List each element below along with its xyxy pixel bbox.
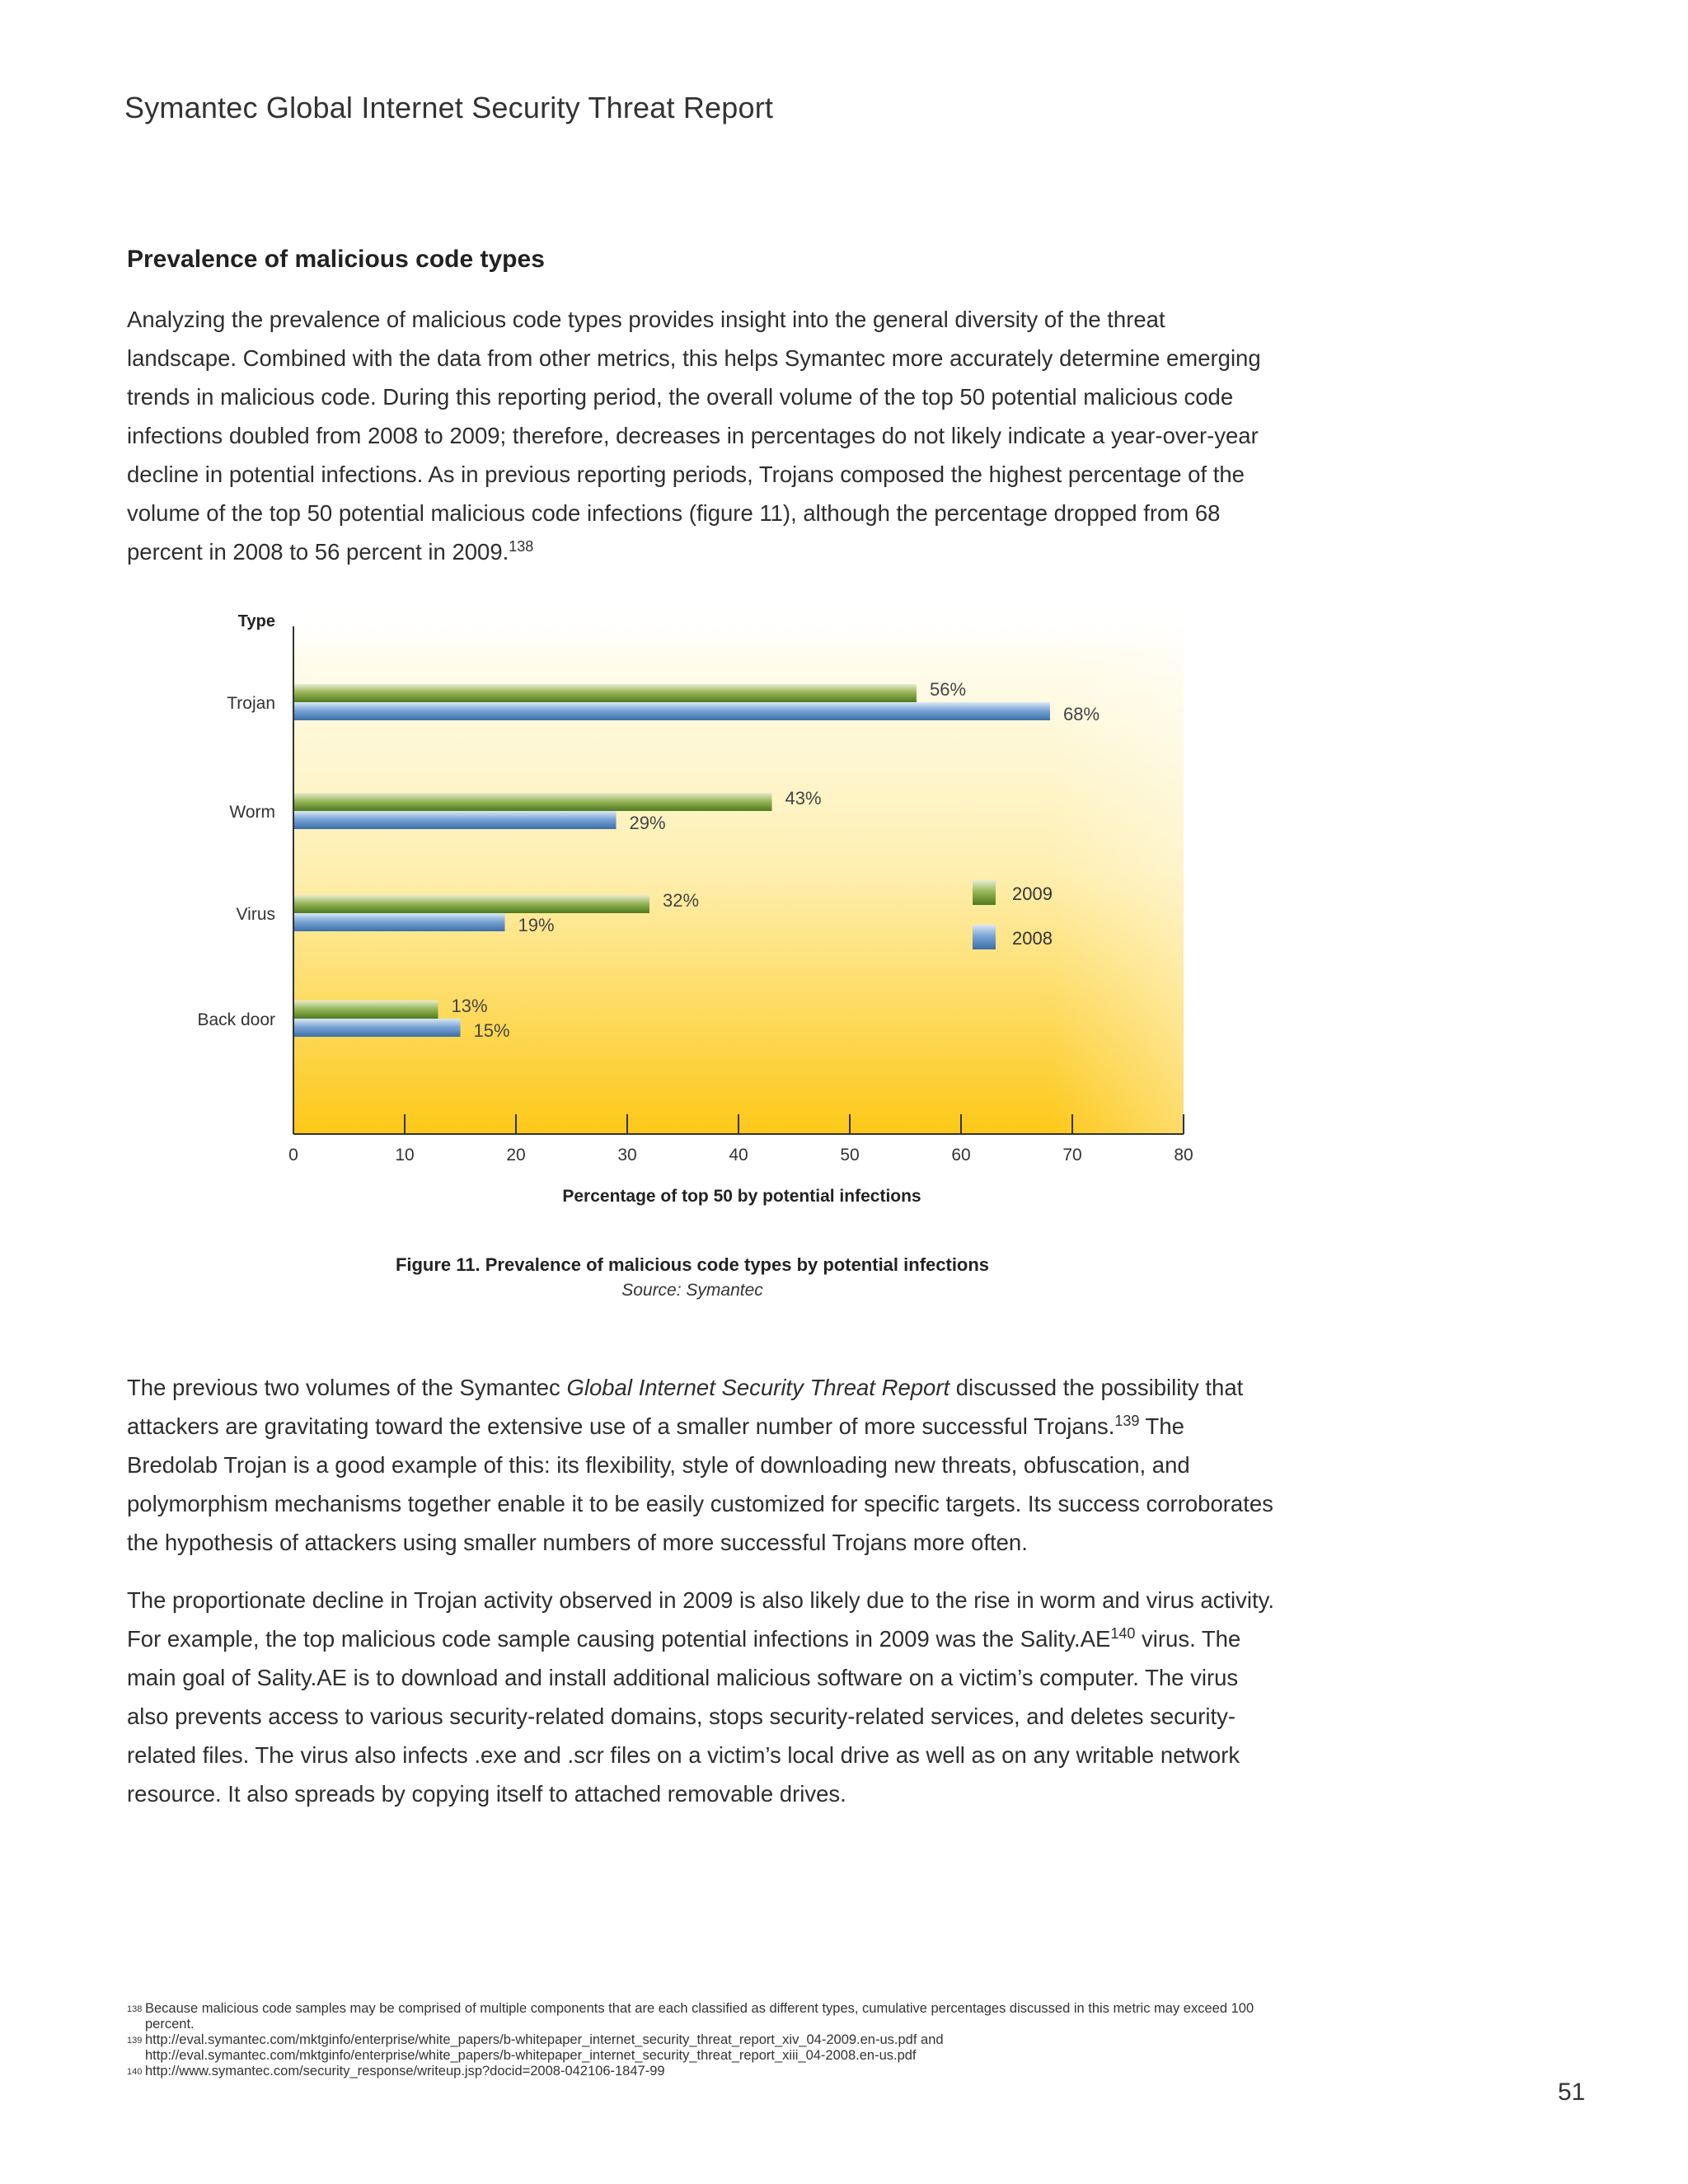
- bar-2009-virus: [293, 895, 649, 913]
- data-label: 56%: [930, 679, 967, 700]
- y-axis-title: Type: [237, 612, 275, 630]
- footnote-138: [127, 2001, 1281, 2032]
- data-label: 19%: [518, 915, 555, 935]
- paragraph-trojans-c: The Bredolab Trojan is a good example of this: its flexibility, style of downloading new threats, obfuscation, and polymorphism mechanisms together enable it to be easily customized for specific targets. Its success corroborates the hypothesis of attackers using smaller numbers of more successful Trojans more often.: [127, 1413, 1273, 1555]
- footnote-139: [127, 2032, 1281, 2064]
- bar-2008-trojan: [293, 702, 1050, 720]
- legend-swatch-2008: [973, 925, 996, 949]
- data-label: 29%: [629, 813, 666, 833]
- bar-2008-virus: [293, 913, 505, 931]
- paragraph-intro: [127, 300, 1281, 571]
- figure-caption: Figure 11. Prevalence of malicious code types by potential infections: [395, 1254, 990, 1275]
- x-tick-label: 40: [729, 1146, 748, 1165]
- footnotes: [127, 2001, 1281, 2080]
- report-title: Symantec Global Internet Security Threat Report: [124, 91, 774, 124]
- footnote-link[interactable]: http://www.symantec.com/security_response/writeup.jsp?docid=2008-042106-1847-99: [145, 2064, 665, 2079]
- bar-2009-back-door: [293, 1001, 438, 1019]
- page-number: 51: [1558, 2079, 1586, 2106]
- footnote-ref-139[interactable]: 139: [1114, 1413, 1140, 1429]
- footnote-text: Because malicious code samples may be comprised of multiple components that are each classified as different types, cumulative percentages discussed in this metric may exceed 100 percent.: [145, 2001, 1254, 2032]
- figure-source: Source: Symantec: [621, 1281, 763, 1300]
- legend-label-2008: 2008: [1012, 928, 1053, 949]
- bar-2008-back-door: [293, 1019, 461, 1037]
- legend-label-2009: 2009: [1012, 883, 1053, 904]
- paragraph-trojans-b: discussed the possibility that attackers are gravitating toward the extensive use of a smaller number of more successful Trojans.: [127, 1375, 1244, 1439]
- report-title-italic: Global Internet Security Threat Report: [566, 1375, 950, 1400]
- legend-swatch-2009: [973, 880, 996, 905]
- footnote-ref-140[interactable]: 140: [1110, 1625, 1136, 1642]
- y-tick-label: Trojan: [227, 694, 275, 713]
- paragraph-sality: [127, 1581, 1281, 1813]
- x-tick-label: 60: [951, 1146, 971, 1165]
- x-axis-title: Percentage of top 50 by potential infections: [562, 1187, 921, 1206]
- footnote-number: 140: [127, 2067, 143, 2077]
- paragraph-trojans: [127, 1368, 1281, 1562]
- data-label: 43%: [785, 788, 822, 808]
- section-heading: Prevalence of malicious code types: [127, 246, 545, 273]
- x-tick-label: 30: [617, 1146, 637, 1165]
- footnote-number: 138: [127, 2004, 143, 2014]
- paragraph-sality-a: The proportionate decline in Trojan activity observed in 2009 is also likely due to the rise in worm and virus activity. For example, the top malicious code sample causing potential infections in 2009 was the Sality.AE: [127, 1587, 1274, 1652]
- paragraph-trojans-a: The previous two volumes of the Symantec: [127, 1375, 567, 1400]
- chart-svg: [165, 602, 1236, 1195]
- footnote-number: 139: [127, 2036, 143, 2046]
- x-tick-label: 10: [395, 1146, 415, 1165]
- bar-2008-worm: [293, 811, 617, 829]
- y-tick-label: Virus: [236, 905, 275, 924]
- bar-2009-trojan: [293, 684, 917, 702]
- paragraph-intro-text: Analyzing the prevalence of malicious code types provides insight into the general diversity of the threat landscape. Combined with the data from other metrics, this helps Symantec more accurately determine emerging trends in malicious code. During this reporting period, the overall volume of the top 50 potential malicious code infections doubled from 2008 to 2009; therefore, decreases in percentages do not likely indicate a year-over-year decline in potential infections. As in previous reporting periods, Trojans composed the highest percentage of the volume of the top 50 potential malicious code infections (figure 11), although the percentage dropped from 68 percent in 2008 to 56 percent in 2009.: [127, 307, 1261, 565]
- malicious-code-types-chart: [165, 602, 1236, 1261]
- footnote-link[interactable]: http://eval.symantec.com/mktginfo/enterprise/white_papers/b-whitepaper_internet_security_threat_report_xiv_04-2009.en-us.pdf and http://eval.symantec.com/mktginfo/enterprise/white_papers/b-whitepaper_internet_security_threat_report_xiii_04-2008.en-us.pdf: [145, 2032, 944, 2063]
- data-label: 32%: [663, 890, 700, 911]
- y-tick-label: Back door: [197, 1010, 275, 1029]
- x-tick-label: 70: [1062, 1146, 1082, 1165]
- x-tick-label: 0: [288, 1146, 298, 1165]
- y-tick-label: Worm: [229, 803, 275, 822]
- data-label: 68%: [1063, 704, 1100, 724]
- x-tick-label: 50: [840, 1146, 860, 1165]
- footnote-ref-138[interactable]: 138: [509, 538, 534, 555]
- data-label: 15%: [473, 1020, 510, 1041]
- footnote-140: [127, 2064, 1281, 2080]
- paragraph-sality-b: virus. The main goal of Sality.AE is to download and install additional malicious software on a victim’s computer. The virus also prevents access to various security-related domains, stops security-related services, and deletes security-related files. The virus also infects .exe and .scr files on a victim’s local drive as well as on any writable network resource. It also spreads by copying itself to attached removable drives.: [127, 1626, 1241, 1807]
- bar-2009-worm: [293, 793, 772, 811]
- data-label: 13%: [451, 996, 488, 1016]
- x-tick-label: 20: [506, 1146, 526, 1165]
- x-tick-label: 80: [1174, 1146, 1193, 1165]
